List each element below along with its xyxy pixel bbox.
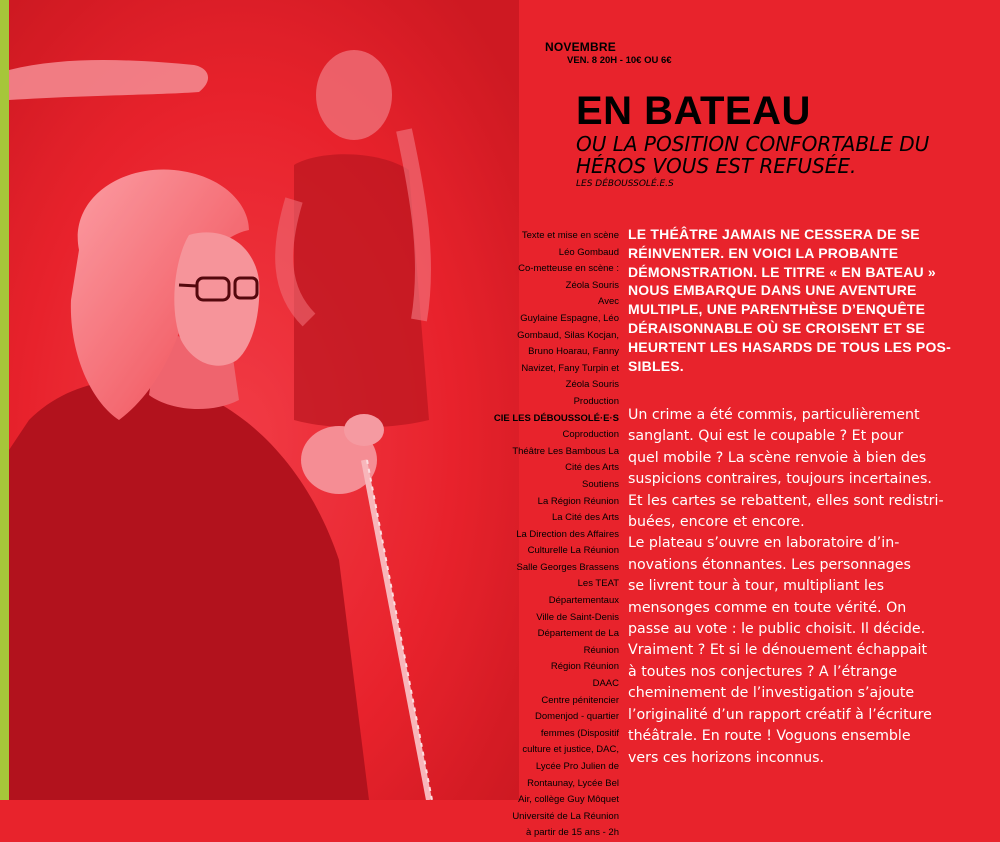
lead-line: DÉMONSTRATION. LE TITRE « EN BATEAU » xyxy=(628,263,936,280)
credit-line: La Direction des Affaires xyxy=(516,528,619,540)
credit-line: Centre pénitencier xyxy=(541,694,619,706)
event-date-price: VEN. 8 20H - 10€ OU 6€ xyxy=(567,55,672,66)
credit-line: Réunion xyxy=(583,644,619,656)
credit-line: Ville de Saint-Denis xyxy=(536,611,619,623)
body-line: Le plateau s’ouvre en laboratoire d’in- xyxy=(628,535,900,552)
body-line: novations étonnantes. Les personnages xyxy=(628,556,911,573)
lead-line: RÉINVENTER. EN VOICI LA PROBANTE xyxy=(628,244,899,261)
lead-line: NOUS EMBARQUE DANS UNE AVENTURE xyxy=(628,282,917,299)
credit-line: Rontaunay, Lycée Bel xyxy=(527,777,619,789)
body-line: sanglant. Qui est le coupable ? Et pour xyxy=(628,428,904,445)
lead-line: DÉRAISONNABLE OÙ SE CROISENT ET SE xyxy=(628,319,925,336)
credits-column xyxy=(480,228,619,842)
body-line: passe au vote : le public choisit. Il décide. xyxy=(628,621,926,638)
credit-line: Université de La Réunion xyxy=(512,810,619,822)
credit-line: La Région Réunion xyxy=(537,495,619,507)
credit-line: Guylaine Espagne, Léo xyxy=(520,312,619,324)
lead-line: LE THÉÂTRE JAMAIS NE CESSERA DE SE xyxy=(628,226,920,242)
body-line: vers ces horizons inconnus. xyxy=(628,749,825,766)
credit-line: Avec xyxy=(598,296,619,308)
company-name: LES DÉBOUSSOLÉ.E.S xyxy=(576,179,674,189)
body-line: l’originalité d’un rapport créatif à l’écriture xyxy=(628,706,932,723)
credit-line: Domenjod - quartier xyxy=(535,711,619,723)
performance-photo xyxy=(9,0,519,800)
date-block xyxy=(545,40,672,66)
body-line: suspicions contraires, toujours incertaines. xyxy=(628,471,932,488)
body-line: Et les cartes se rebattent, elles sont redistri- xyxy=(628,492,944,509)
accent-strip xyxy=(0,0,9,800)
body-line: à toutes nos conjectures ? A l’étrange xyxy=(628,663,898,680)
credit-line: Théâtre Les Bambous La xyxy=(512,445,619,457)
credit-line: Co-metteuse en scène : xyxy=(518,263,619,275)
credit-line: culture et justice, DAC, xyxy=(522,744,619,756)
credit-line: Navizet, Fany Turpin et xyxy=(521,362,619,374)
lead-line: SIBLES. xyxy=(628,357,684,374)
credit-line: Bruno Hoarau, Fanny xyxy=(528,346,619,358)
body-line: Vraiment ? Et si le dénouement échappait xyxy=(628,642,928,659)
credit-line: Région Réunion xyxy=(550,661,619,673)
lead-paragraph xyxy=(628,225,968,375)
credit-line: femmes (Dispositif xyxy=(540,727,619,739)
body-line: théâtrale. En route ! Voguons ensemble xyxy=(628,728,911,745)
credit-line: Zéola Souris xyxy=(565,379,619,391)
credit-line: La Cité des Arts xyxy=(551,512,619,524)
credit-line: Culturelle La Réunion xyxy=(527,545,619,557)
credit-line: Production xyxy=(573,395,619,407)
credit-line: DAAC xyxy=(592,678,619,690)
show-header xyxy=(576,90,986,189)
body-line: se livrent tour à tour, multipliant les xyxy=(628,578,885,595)
body-line: mensonges comme en toute vérité. On xyxy=(628,599,907,616)
body-paragraph xyxy=(628,405,968,769)
subtitle-line: OU LA POSITION CONFORTABLE DU xyxy=(576,132,930,156)
credit-line: Département de La xyxy=(537,628,619,640)
credit-line: Air, collège Guy Môquet xyxy=(518,794,619,806)
credit-line: Texte et mise en scène xyxy=(521,230,619,241)
credit-line: Départementaux xyxy=(548,595,619,607)
body-line: Un crime a été commis, particulièrement xyxy=(628,407,920,423)
month-label: NOVEMBRE xyxy=(545,40,616,54)
credit-line: Lycée Pro Julien de xyxy=(535,761,619,772)
credit-line: Salle Georges Brassens xyxy=(516,561,619,573)
lead-line: HEURTENT LES HASARDS DE TOUS LES POS- xyxy=(628,338,951,355)
show-subtitle xyxy=(576,133,986,177)
credit-line: Les TEAT xyxy=(577,578,619,590)
lead-line: MULTIPLE, UNE PARENTHÈSE D’ENQUÊTE xyxy=(628,301,926,318)
body-line: cheminement de l’investigation s’ajoute xyxy=(628,685,915,702)
credit-line: Soutiens xyxy=(582,478,619,490)
subtitle-line: HÉROS VOUS EST REFUSÉE. xyxy=(576,154,857,178)
credit-line: à partir de 15 ans - 2h xyxy=(526,827,619,839)
credit-line: Gombaud, Silas Kocjan, xyxy=(517,329,619,341)
credit-line: Coproduction xyxy=(562,429,619,441)
credit-line: CIE LES DÉBOUSSOLÉ·E·S xyxy=(493,412,619,424)
show-title: EN BATEAU xyxy=(576,89,811,133)
credit-line: Zéola Souris xyxy=(565,279,619,291)
credit-line: Léo Gombaud xyxy=(558,246,619,258)
body-line: buées, encore et encore. xyxy=(628,514,805,531)
credit-line: Cité des Arts xyxy=(565,462,619,474)
body-line: quel mobile ? La scène renvoie à bien des xyxy=(628,449,927,466)
